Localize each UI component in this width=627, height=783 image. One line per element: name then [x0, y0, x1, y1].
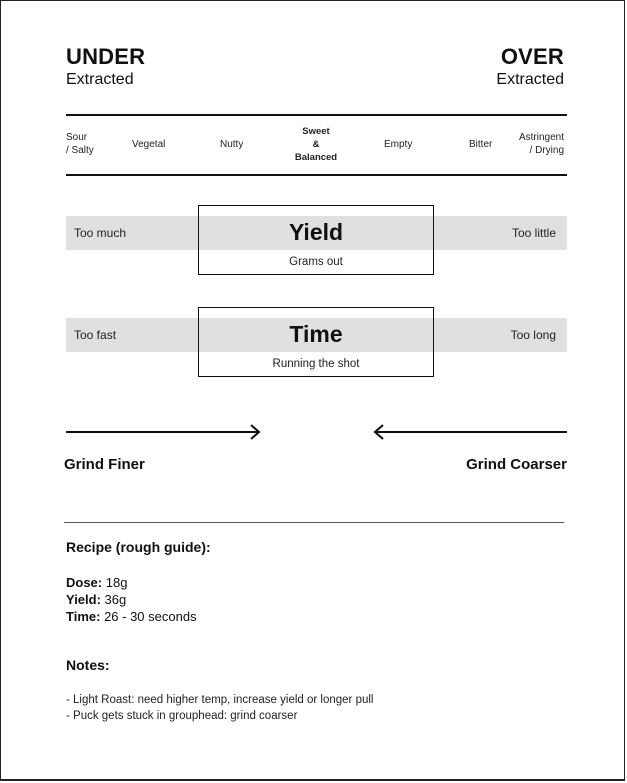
time-too-long: Too long [510, 328, 556, 342]
scale-sour-line2: / Salty [66, 145, 94, 156]
grind-coarser-label: Grind Coarser [466, 456, 567, 473]
over-title: OVER [500, 44, 564, 69]
time-value: 26 - 30 seconds [104, 609, 197, 624]
yield-title: Yield [288, 219, 344, 245]
scale-sweet-line1: Sweet [302, 126, 330, 137]
dose-label: Dose: [66, 575, 103, 590]
recipe-time [66, 609, 197, 624]
recipe-title: Recipe (rough guide): [66, 539, 211, 555]
section-divider [64, 522, 564, 523]
notes-title: Notes: [66, 657, 110, 673]
yield-too-much: Too much [74, 226, 127, 240]
scale-bottom-rule [66, 174, 567, 176]
scale-vegetal: Vegetal [132, 139, 166, 150]
scale-sour-salty [66, 131, 94, 157]
scale-astringent-line2: / Drying [529, 145, 564, 156]
scale-nutty: Nutty [220, 139, 244, 150]
time-label: Time: [66, 609, 101, 624]
time-too-fast: Too fast [74, 328, 117, 342]
scale-bitter: Bitter [469, 139, 493, 150]
over-subtitle: Extracted [496, 71, 564, 88]
time-subtitle: Running the shot [272, 358, 360, 370]
scale-sweet-line3: Balanced [294, 152, 338, 163]
yield-subtitle: Grams out [289, 256, 343, 268]
right-arrow-icon [65, 422, 265, 442]
left-arrow-icon [369, 422, 569, 442]
scale-sweet-line2: & [312, 139, 320, 150]
under-title: UNDER [66, 44, 146, 69]
yield-too-little: Too little [511, 226, 556, 240]
yield-value: 36g [104, 592, 127, 607]
under-subtitle: Extracted [66, 71, 134, 88]
note-item: - Light Roast: need higher temp, increase yield or longer pull [66, 694, 374, 706]
scale-astringent-line1: Astringent [518, 132, 564, 143]
note-item: - Puck gets stuck in grouphead: grind coarser [66, 710, 298, 722]
scale-top-rule [66, 114, 567, 116]
dose-value: 18g [105, 575, 128, 590]
scale-astringent [519, 131, 564, 157]
scale-sweet-balanced [286, 125, 346, 164]
yield-label: Yield: [66, 592, 101, 607]
recipe-yield [66, 592, 126, 607]
scale-empty: Empty [384, 139, 413, 150]
grind-finer-label: Grind Finer [64, 456, 145, 473]
recipe-dose [66, 575, 127, 590]
scale-sour-line1: Sour [66, 132, 88, 143]
time-title: Time [289, 321, 343, 347]
